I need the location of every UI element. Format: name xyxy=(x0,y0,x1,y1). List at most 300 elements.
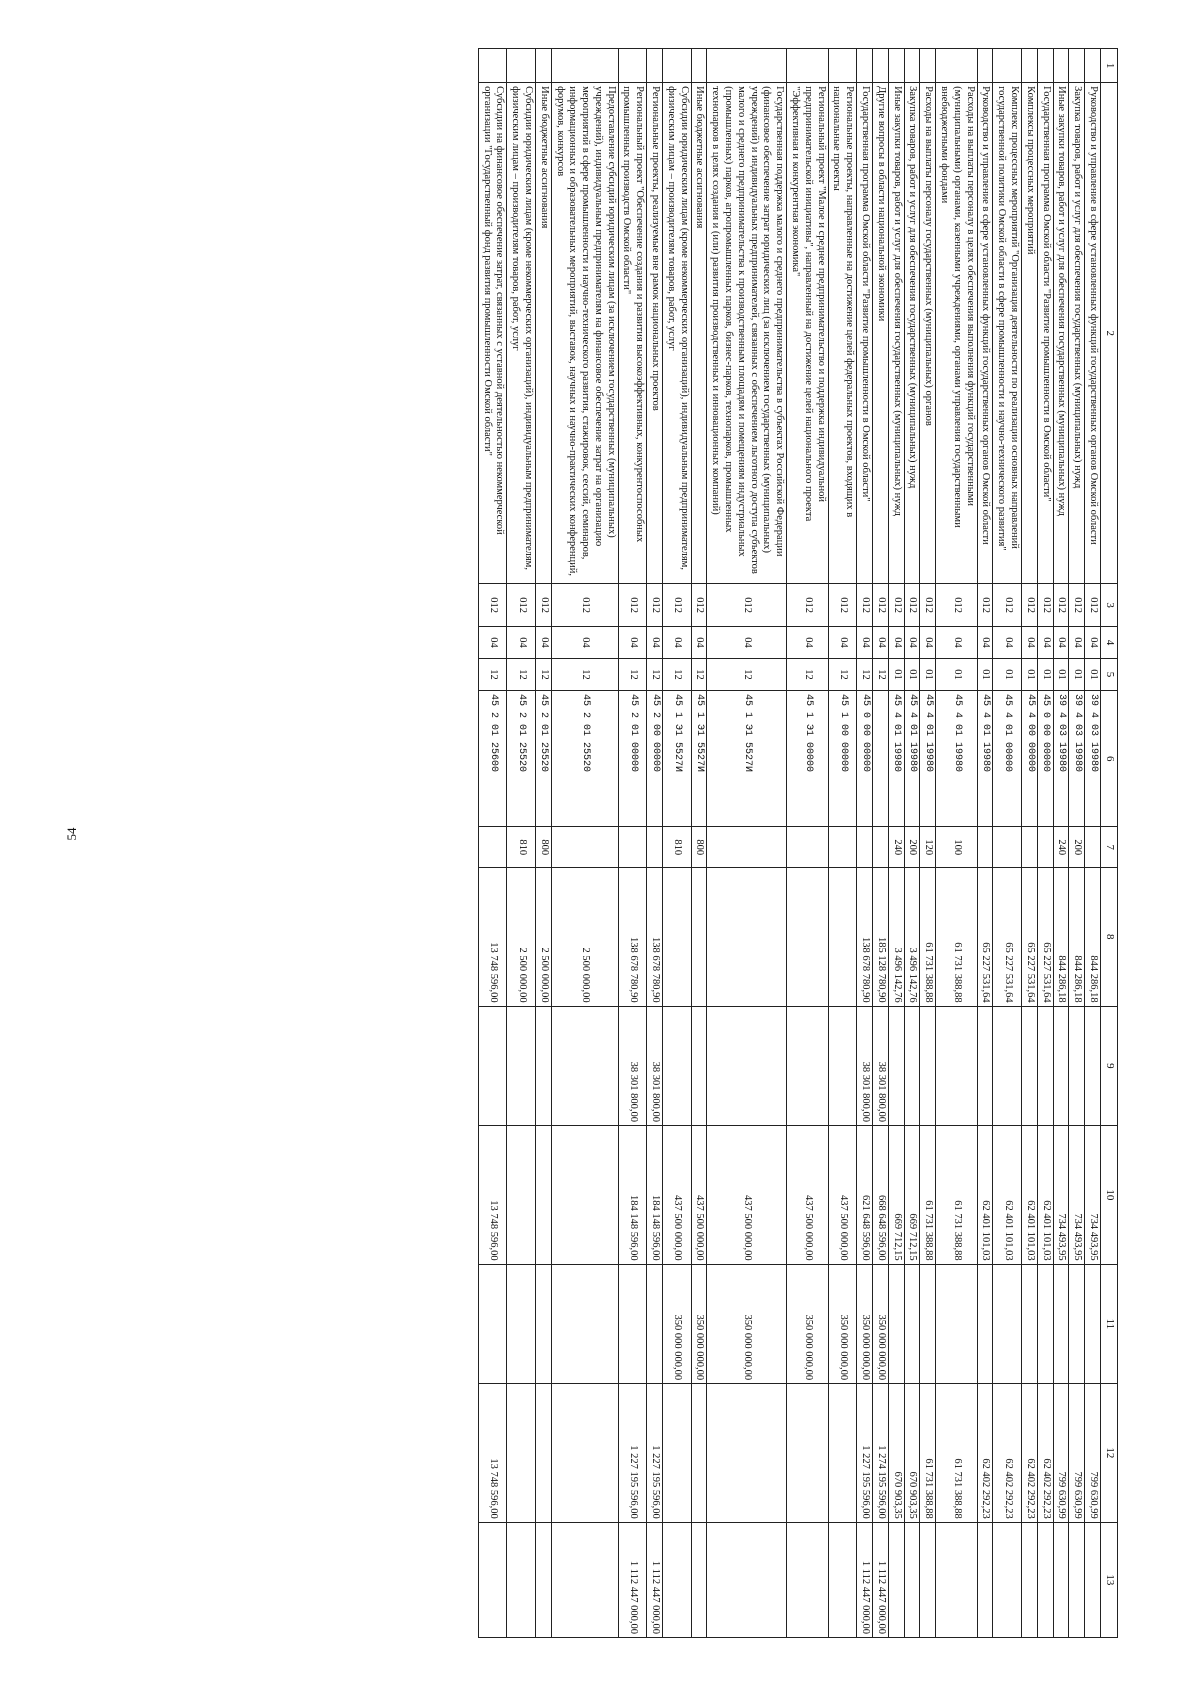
row-amount-col-11 xyxy=(1037,1264,1053,1383)
row-amount-col-13 xyxy=(1053,1522,1069,1637)
row-target-article-code: 39 4 03 19980 xyxy=(1069,690,1085,827)
row-expense-type-code xyxy=(551,827,618,868)
row-amount-col-13 xyxy=(888,1522,904,1637)
table-row xyxy=(828,49,857,1638)
row-amount-col-13 xyxy=(904,1522,920,1637)
row-amount-col-11 xyxy=(888,1264,904,1383)
row-amount-col-8: 2 500 000,00 xyxy=(507,867,536,1006)
row-ministry-code: 012 xyxy=(828,584,857,627)
row-name: Другие вопросы в области национальной экономики xyxy=(873,83,889,584)
row-expense-type-code xyxy=(478,827,507,868)
row-target-article-code: 45 4 01 19980 xyxy=(888,690,904,827)
row-target-article-code: 39 4 03 19980 xyxy=(1053,690,1069,827)
row-amount-col-12: 1 227 195 596,00 xyxy=(647,1384,663,1523)
row-amount-col-11: 350 000 000,00 xyxy=(828,1264,857,1383)
row-amount-col-8: 844 286,18 xyxy=(1053,867,1069,1006)
table-row xyxy=(1037,49,1053,1638)
row-expense-type-code: 200 xyxy=(904,827,920,868)
row-amount-col-8: 138 678 780,90 xyxy=(618,867,647,1006)
row-amount-col-10: 13 748 596,00 xyxy=(478,1126,507,1265)
row-amount-col-10: 61 731 388,88 xyxy=(936,1126,977,1265)
row-target-article-code: 45 1 Э1 5527И xyxy=(663,690,692,827)
row-amount-col-10: 437 500 000,00 xyxy=(828,1126,857,1265)
rotated-budget-table-page xyxy=(94,48,1118,1638)
row-amount-col-8: 61 731 388,88 xyxy=(936,867,977,1006)
row-amount-col-9: 38 301 800,00 xyxy=(647,1006,663,1125)
row-amount-col-11 xyxy=(647,1264,663,1383)
row-target-article-code: 45 4 01 19980 xyxy=(977,690,993,827)
row-amount-col-9 xyxy=(663,1006,692,1125)
row-ministry-code: 012 xyxy=(663,584,692,627)
row-subsection-code: 12 xyxy=(507,658,536,690)
row-amount-col-9: 38 301 800,00 xyxy=(857,1006,873,1125)
table-row xyxy=(977,49,993,1638)
row-expense-type-code: 100 xyxy=(936,827,977,868)
row-amount-col-8 xyxy=(707,867,787,1006)
column-number-8: 8 xyxy=(1101,867,1118,1006)
row-expense-type-code: 810 xyxy=(663,827,692,868)
row-subsection-code: 12 xyxy=(647,658,663,690)
row-amount-col-13 xyxy=(936,1522,977,1637)
row-blank-cell xyxy=(977,49,993,83)
row-section-code: 04 xyxy=(888,627,904,659)
row-ministry-code: 012 xyxy=(551,584,618,627)
row-amount-col-10: 62 401 101,03 xyxy=(1037,1126,1053,1265)
budget-table xyxy=(478,48,1118,1638)
table-row xyxy=(904,49,920,1638)
row-subsection-code: 12 xyxy=(535,658,551,690)
row-amount-col-12: 1 274 195 596,00 xyxy=(873,1384,889,1523)
table-row xyxy=(936,49,977,1638)
row-name: Иные закупки товаров, работ и услуг для обеспечения государственных (муниципальных) нужд xyxy=(1053,83,1069,584)
row-amount-col-13 xyxy=(551,1522,618,1637)
row-amount-col-12: 799 630,99 xyxy=(1053,1384,1069,1523)
row-target-article-code: 45 4 01 00000 xyxy=(993,690,1022,827)
row-amount-col-8: 844 286,18 xyxy=(1085,867,1101,1006)
row-amount-col-8: 2 500 000,00 xyxy=(535,867,551,1006)
row-amount-col-9 xyxy=(478,1006,507,1125)
row-amount-col-13 xyxy=(1037,1522,1053,1637)
row-amount-col-8: 65 227 531,64 xyxy=(977,867,993,1006)
row-amount-col-8 xyxy=(828,867,857,1006)
row-amount-col-12: 62 402 292,23 xyxy=(993,1384,1022,1523)
row-section-code: 04 xyxy=(1022,627,1038,659)
row-amount-col-9 xyxy=(936,1006,977,1125)
row-blank-cell xyxy=(1037,49,1053,83)
row-section-code: 04 xyxy=(920,627,936,659)
row-amount-col-9 xyxy=(691,1006,707,1125)
row-amount-col-11 xyxy=(977,1264,993,1383)
row-amount-col-9 xyxy=(920,1006,936,1125)
row-amount-col-10: 734 493,95 xyxy=(1053,1126,1069,1265)
row-name: Субсидии на финансовое обеспечение затрат, связанных с уставной деятельностью некоммерческой организации "Государственный фонд развития промышленности Омской области" xyxy=(478,83,507,584)
row-amount-col-9 xyxy=(1069,1006,1085,1125)
row-amount-col-12 xyxy=(507,1384,536,1523)
row-name: Закупка товаров, работ и услуг для обеспечения государственных (муниципальных) нужд xyxy=(1069,83,1085,584)
row-blank-cell xyxy=(920,49,936,83)
row-blank-cell xyxy=(904,49,920,83)
row-blank-cell xyxy=(857,49,873,83)
row-section-code: 04 xyxy=(977,627,993,659)
row-subsection-code: 12 xyxy=(787,658,828,690)
table-row xyxy=(920,49,936,1638)
row-amount-col-13 xyxy=(707,1522,787,1637)
row-amount-col-10: 61 731 388,88 xyxy=(920,1126,936,1265)
row-amount-col-8: 65 227 531,64 xyxy=(1037,867,1053,1006)
row-amount-col-10 xyxy=(551,1126,618,1265)
row-section-code: 04 xyxy=(1085,627,1101,659)
row-amount-col-9 xyxy=(1037,1006,1053,1125)
row-amount-col-11 xyxy=(1053,1264,1069,1383)
row-amount-col-8: 65 227 531,64 xyxy=(993,867,1022,1006)
row-blank-cell xyxy=(663,49,692,83)
row-target-article-code: 45 4 01 19980 xyxy=(920,690,936,827)
row-amount-col-12 xyxy=(535,1384,551,1523)
row-amount-col-8: 61 731 388,88 xyxy=(920,867,936,1006)
row-name: Руководство и управление в сфере установленных функций государственных органов Омской области xyxy=(1085,83,1101,584)
row-ministry-code: 012 xyxy=(478,584,507,627)
row-section-code: 04 xyxy=(936,627,977,659)
row-blank-cell xyxy=(828,49,857,83)
row-name: Иные бюджетные ассигнования xyxy=(535,83,551,584)
column-number-13: 13 xyxy=(1101,1522,1118,1637)
row-amount-col-13 xyxy=(691,1522,707,1637)
row-subsection-code: 12 xyxy=(828,658,857,690)
table-row xyxy=(1085,49,1101,1638)
row-amount-col-12: 62 402 292,23 xyxy=(977,1384,993,1523)
row-target-article-code: 45 1 Э1 5527И xyxy=(707,690,787,827)
row-amount-col-8: 185 128 780,90 xyxy=(873,867,889,1006)
row-subsection-code: 01 xyxy=(1022,658,1038,690)
row-amount-col-13 xyxy=(507,1522,536,1637)
row-amount-col-11 xyxy=(920,1264,936,1383)
row-amount-col-9 xyxy=(1053,1006,1069,1125)
row-section-code: 04 xyxy=(787,627,828,659)
row-amount-col-12 xyxy=(691,1384,707,1523)
row-section-code: 04 xyxy=(857,627,873,659)
table-row xyxy=(507,49,536,1638)
row-expense-type-code xyxy=(618,827,647,868)
row-amount-col-11 xyxy=(1069,1264,1085,1383)
column-number-row xyxy=(1101,49,1118,1638)
row-subsection-code: 12 xyxy=(873,658,889,690)
row-amount-col-12: 670 903,35 xyxy=(888,1384,904,1523)
row-name: Закупка товаров, работ и услуг для обеспечения государственных (муниципальных) нужд xyxy=(904,83,920,584)
row-amount-col-12 xyxy=(663,1384,692,1523)
row-amount-col-13: 1 112 447 000,00 xyxy=(857,1522,873,1637)
row-amount-col-12 xyxy=(787,1384,828,1523)
row-expense-type-code xyxy=(707,827,787,868)
row-subsection-code: 01 xyxy=(888,658,904,690)
row-name: Региональный проект "Обеспечение создания и развития высокоэффективных, конкурентоспособных промышленных производств Омской области" xyxy=(618,83,647,584)
row-blank-cell xyxy=(478,49,507,83)
row-subsection-code: 01 xyxy=(1053,658,1069,690)
row-name: Государственная поддержка малого и среднего предпринимательства в субъектах Российской Федерации (финансовое обеспечение затрат юридических лиц (за исключением государственных (муниципальных) учреждений) и индивидуальных предпринимателей, связанных с обеспечением льготного доступа субъектов малого и среднего предпринимательства к производственным площадям и помещениям индустриальных (промышленных) парков, агропромышленных парков, бизнес-парков, технопарков, промышленных технопарков в целях создания и (или) развития производственных и инновационных компаний) xyxy=(707,83,787,584)
row-amount-col-12 xyxy=(551,1384,618,1523)
row-amount-col-13 xyxy=(535,1522,551,1637)
row-subsection-code: 01 xyxy=(904,658,920,690)
row-target-article-code: 45 4 01 19980 xyxy=(936,690,977,827)
row-ministry-code: 012 xyxy=(691,584,707,627)
row-amount-col-12 xyxy=(828,1384,857,1523)
row-expense-type-code xyxy=(873,827,889,868)
row-amount-col-8: 844 286,18 xyxy=(1069,867,1085,1006)
row-target-article-code: 45 2 01 25520 xyxy=(507,690,536,827)
row-amount-col-11: 350 000 000,00 xyxy=(691,1264,707,1383)
row-amount-col-13 xyxy=(828,1522,857,1637)
row-section-code: 04 xyxy=(1053,627,1069,659)
table-row xyxy=(1069,49,1085,1638)
row-amount-col-9 xyxy=(507,1006,536,1125)
row-amount-col-9 xyxy=(828,1006,857,1125)
row-amount-col-10: 734 493,95 xyxy=(1069,1126,1085,1265)
row-subsection-code: 01 xyxy=(1085,658,1101,690)
row-amount-col-8: 3 496 142,76 xyxy=(904,867,920,1006)
row-amount-col-12: 61 731 388,88 xyxy=(936,1384,977,1523)
row-amount-col-11: 350 000 000,00 xyxy=(873,1264,889,1383)
column-number-5: 5 xyxy=(1101,658,1118,690)
row-ministry-code: 012 xyxy=(1022,584,1038,627)
row-target-article-code xyxy=(873,690,889,827)
row-amount-col-10: 62 401 101,03 xyxy=(977,1126,993,1265)
row-amount-col-8: 13 748 596,00 xyxy=(478,867,507,1006)
row-amount-col-10: 734 493,95 xyxy=(1085,1126,1101,1265)
row-expense-type-code xyxy=(787,827,828,868)
page-number: 54 xyxy=(64,827,79,841)
row-expense-type-code xyxy=(1022,827,1038,868)
row-subsection-code: 01 xyxy=(977,658,993,690)
table-row xyxy=(691,49,707,1638)
row-expense-type-code xyxy=(977,827,993,868)
row-amount-col-12: 1 227 195 596,00 xyxy=(857,1384,873,1523)
row-amount-col-12: 62 402 292,23 xyxy=(1037,1384,1053,1523)
row-amount-col-8 xyxy=(663,867,692,1006)
row-name: Региональный проект "Малое и среднее предпринимательство и поддержка индивидуальной предпринимательской инициативы", направленный на достижение целей национального проекта "Эффективная и конкурентная экономика" xyxy=(787,83,828,584)
row-amount-col-9 xyxy=(707,1006,787,1125)
row-blank-cell xyxy=(873,49,889,83)
row-ministry-code: 012 xyxy=(873,584,889,627)
row-name: Региональные проекты, направленные на достижение целей федеральных проектов, входящих в национальные проекты xyxy=(828,83,857,584)
row-expense-type-code xyxy=(828,827,857,868)
row-amount-col-13 xyxy=(920,1522,936,1637)
row-blank-cell xyxy=(707,49,787,83)
row-expense-type-code: 240 xyxy=(888,827,904,868)
row-name: Субсидии юридическим лицам (кроме некоммерческих организаций), индивидуальным предпринимателям, физическим лицам – производителям товаров, работ, услуг xyxy=(663,83,692,584)
row-amount-col-10: 437 500 000,00 xyxy=(707,1126,787,1265)
row-amount-col-8 xyxy=(691,867,707,1006)
column-number-1: 1 xyxy=(1101,49,1118,83)
table-row xyxy=(663,49,692,1638)
table-row xyxy=(535,49,551,1638)
row-section-code: 04 xyxy=(828,627,857,659)
row-blank-cell xyxy=(1022,49,1038,83)
column-number-3: 3 xyxy=(1101,584,1118,627)
row-amount-col-10: 62 401 101,03 xyxy=(993,1126,1022,1265)
row-subsection-code: 01 xyxy=(936,658,977,690)
row-subsection-code: 12 xyxy=(707,658,787,690)
row-amount-col-12: 670 903,35 xyxy=(904,1384,920,1523)
row-amount-col-11 xyxy=(535,1264,551,1383)
row-target-article-code: 39 4 03 19980 xyxy=(1085,690,1101,827)
row-section-code: 04 xyxy=(873,627,889,659)
row-name: Комплекс процессных мероприятий "Организация деятельности по реализации основных направлений государственной политики Омской области в сфере промышленности и научно-технического развития" xyxy=(993,83,1022,584)
row-section-code: 04 xyxy=(707,627,787,659)
row-amount-col-11 xyxy=(507,1264,536,1383)
row-name: Региональные проекты, реализуемые вне рамок национальных проектов xyxy=(647,83,663,584)
row-amount-col-11 xyxy=(618,1264,647,1383)
row-blank-cell xyxy=(936,49,977,83)
table-row xyxy=(993,49,1022,1638)
column-number-9: 9 xyxy=(1101,1006,1118,1125)
row-amount-col-10: 184 148 596,00 xyxy=(647,1126,663,1265)
table-row xyxy=(478,49,507,1638)
column-number-2: 2 xyxy=(1101,83,1118,584)
table-row xyxy=(551,49,618,1638)
row-expense-type-code: 200 xyxy=(1069,827,1085,868)
row-subsection-code: 12 xyxy=(691,658,707,690)
row-amount-col-12: 62 402 292,23 xyxy=(1022,1384,1038,1523)
row-expense-type-code xyxy=(1085,827,1101,868)
row-expense-type-code: 120 xyxy=(920,827,936,868)
table-row xyxy=(857,49,873,1638)
row-blank-cell xyxy=(993,49,1022,83)
row-amount-col-11 xyxy=(904,1264,920,1383)
row-amount-col-9 xyxy=(1085,1006,1101,1125)
row-blank-cell xyxy=(888,49,904,83)
row-ministry-code: 012 xyxy=(936,584,977,627)
row-ministry-code: 012 xyxy=(977,584,993,627)
row-subsection-code: 12 xyxy=(551,658,618,690)
row-ministry-code: 012 xyxy=(993,584,1022,627)
row-name: Иные закупки товаров, работ и услуг для обеспечения государственных (муниципальных) нужд xyxy=(888,83,904,584)
row-ministry-code: 012 xyxy=(1053,584,1069,627)
row-amount-col-8: 65 227 531,64 xyxy=(1022,867,1038,1006)
row-amount-col-12: 799 630,99 xyxy=(1085,1384,1101,1523)
row-name: Субсидии юридическим лицам (кроме некоммерческих организаций), индивидуальным предпринимателям, физическим лицам – производителям товаров, работ, услуг xyxy=(507,83,536,584)
row-expense-type-code xyxy=(857,827,873,868)
row-target-article-code: 45 1 Э1 00000 xyxy=(787,690,828,827)
row-target-article-code: 45 1 Э1 5527И xyxy=(691,690,707,827)
row-amount-col-12: 13 748 596,00 xyxy=(478,1384,507,1523)
row-subsection-code: 12 xyxy=(618,658,647,690)
row-amount-col-8 xyxy=(787,867,828,1006)
row-subsection-code: 01 xyxy=(1037,658,1053,690)
row-amount-col-8: 3 496 142,76 xyxy=(888,867,904,1006)
row-target-article-code: 45 1 00 00000 xyxy=(828,690,857,827)
row-amount-col-9 xyxy=(787,1006,828,1125)
row-blank-cell xyxy=(691,49,707,83)
row-amount-col-10: 437 500 000,00 xyxy=(663,1126,692,1265)
row-section-code: 04 xyxy=(535,627,551,659)
row-amount-col-9 xyxy=(977,1006,993,1125)
row-blank-cell xyxy=(1085,49,1101,83)
row-blank-cell xyxy=(787,49,828,83)
row-amount-col-10: 669 712,15 xyxy=(888,1126,904,1265)
row-amount-col-9 xyxy=(535,1006,551,1125)
row-ministry-code: 012 xyxy=(888,584,904,627)
row-target-article-code: 45 2 01 25600 xyxy=(478,690,507,827)
column-number-7: 7 xyxy=(1101,827,1118,868)
row-section-code: 04 xyxy=(478,627,507,659)
row-amount-col-11: 350 000 000,00 xyxy=(787,1264,828,1383)
row-section-code: 04 xyxy=(551,627,618,659)
row-amount-col-11 xyxy=(478,1264,507,1383)
column-number-4: 4 xyxy=(1101,627,1118,659)
row-amount-col-10 xyxy=(507,1126,536,1265)
row-expense-type-code xyxy=(993,827,1022,868)
row-subsection-code: 12 xyxy=(663,658,692,690)
row-amount-col-13 xyxy=(1022,1522,1038,1637)
row-amount-col-13: 1 112 447 000,00 xyxy=(647,1522,663,1637)
row-name: Расходы на выплаты персоналу государственных (муниципальных) органов xyxy=(920,83,936,584)
row-ministry-code: 012 xyxy=(707,584,787,627)
row-expense-type-code: 240 xyxy=(1053,827,1069,868)
row-blank-cell xyxy=(535,49,551,83)
table-row xyxy=(618,49,647,1638)
row-target-article-code: 45 4 01 19980 xyxy=(904,690,920,827)
row-amount-col-8: 2 500 000,00 xyxy=(551,867,618,1006)
row-amount-col-9: 38 301 800,00 xyxy=(618,1006,647,1125)
row-subsection-code: 12 xyxy=(857,658,873,690)
row-target-article-code: 45 4 00 00000 xyxy=(1022,690,1038,827)
row-amount-col-12: 799 630,99 xyxy=(1069,1384,1085,1523)
row-ministry-code: 012 xyxy=(507,584,536,627)
row-amount-col-13 xyxy=(1069,1522,1085,1637)
table-body xyxy=(478,49,1100,1638)
row-amount-col-10: 184 148 596,00 xyxy=(618,1126,647,1265)
row-amount-col-11: 350 000 000,00 xyxy=(707,1264,787,1383)
row-ministry-code: 012 xyxy=(904,584,920,627)
row-expense-type-code: 810 xyxy=(507,827,536,868)
row-amount-col-13 xyxy=(787,1522,828,1637)
row-expense-type-code: 800 xyxy=(535,827,551,868)
row-amount-col-11 xyxy=(551,1264,618,1383)
table-row xyxy=(707,49,787,1638)
table-row xyxy=(888,49,904,1638)
row-ministry-code: 012 xyxy=(920,584,936,627)
row-amount-col-9 xyxy=(993,1006,1022,1125)
row-section-code: 04 xyxy=(618,627,647,659)
row-blank-cell xyxy=(1053,49,1069,83)
row-name: Предоставление субсидий юридическим лицам (за исключением государственных (муниципальных) учреждений), индивидуальным предпринимателям на финансовое обеспечение затрат на организацию мероприятий в сфере промышленности и научно-технического развития, стажировок, сессий, семинаров, информационных и образовательных мероприятий, выставок, научных и научно-практических конференций, форумов, конкурсов xyxy=(551,83,618,584)
column-number-11: 11 xyxy=(1101,1264,1118,1383)
row-ministry-code: 012 xyxy=(787,584,828,627)
row-amount-col-11 xyxy=(936,1264,977,1383)
row-amount-col-12: 1 227 195 596,00 xyxy=(618,1384,647,1523)
row-target-article-code: 45 2 01 25520 xyxy=(551,690,618,827)
row-subsection-code: 01 xyxy=(920,658,936,690)
row-section-code: 04 xyxy=(993,627,1022,659)
table-row xyxy=(1053,49,1069,1638)
column-number-6: 6 xyxy=(1101,690,1118,827)
row-section-code: 04 xyxy=(1069,627,1085,659)
table-row xyxy=(787,49,828,1638)
row-target-article-code: 45 0 00 00000 xyxy=(1037,690,1053,827)
row-amount-col-10 xyxy=(535,1126,551,1265)
row-amount-col-13 xyxy=(993,1522,1022,1637)
row-amount-col-11: 350 000 000,00 xyxy=(857,1264,873,1383)
row-target-article-code: 45 2 01 25520 xyxy=(535,690,551,827)
row-section-code: 04 xyxy=(904,627,920,659)
row-ministry-code: 012 xyxy=(535,584,551,627)
row-ministry-code: 012 xyxy=(1069,584,1085,627)
row-amount-col-9 xyxy=(1022,1006,1038,1125)
row-blank-cell xyxy=(507,49,536,83)
table-row xyxy=(873,49,889,1638)
row-subsection-code: 12 xyxy=(478,658,507,690)
row-expense-type-code xyxy=(647,827,663,868)
row-section-code: 04 xyxy=(663,627,692,659)
